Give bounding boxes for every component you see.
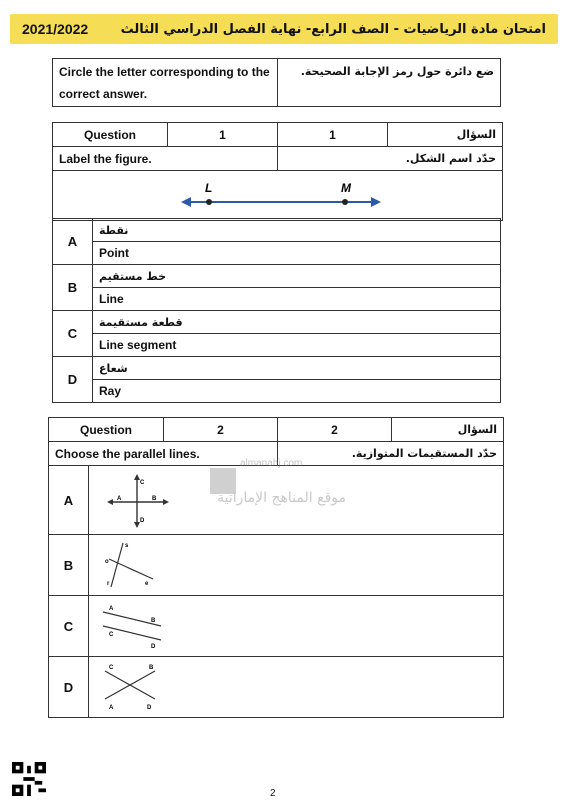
q1-option-c-ar: قطعة مستقيمة [93, 311, 501, 334]
instructions-box [52, 58, 501, 107]
q2c-point-a: A [109, 606, 114, 612]
parallel-lines-figure [89, 596, 179, 656]
watermark-site: almanahj.com [240, 458, 303, 469]
point-l-dot [206, 199, 212, 205]
q1-option-b-letter[interactable]: B [53, 265, 93, 311]
qr-code-icon [12, 762, 46, 796]
exam-title: امتحان مادة الرياضيات - الصف الرابع- نهاية الفصل الدراسي الثالث [120, 21, 546, 37]
right-arrowhead [371, 197, 381, 207]
point-m-label: M [341, 180, 351, 195]
q1-option-d-en: Ray [93, 380, 501, 403]
q1-option-c-en: Line segment [93, 334, 501, 357]
q1-option-c-letter[interactable]: C [53, 311, 93, 357]
q2-option-c-letter[interactable]: C [49, 596, 89, 657]
q2-option-a-letter[interactable]: A [49, 466, 89, 535]
instructions-en: Circle the letter corresponding to the correct answer. [53, 59, 278, 107]
q1-number-right: 1 [278, 123, 388, 147]
q2-option-b-letter[interactable]: B [49, 535, 89, 596]
q2-option-b-figure [89, 535, 504, 596]
q2-option-c-figure [89, 596, 504, 657]
q2d-point-c: C [109, 665, 114, 671]
q2-option-d-figure [89, 657, 504, 718]
q2-number-left: 2 [164, 418, 278, 442]
q1-prompt-en: Label the figure. [53, 147, 278, 171]
q2b-point-o: o [105, 559, 109, 565]
q1-option-b-en: Line [93, 288, 501, 311]
q2-option-a-figure [89, 466, 504, 535]
q2a-point-a: A [117, 496, 122, 502]
q1-options [52, 218, 501, 403]
question-1-table [52, 122, 503, 221]
q2b-point-r: r [107, 581, 110, 587]
line-figure [59, 172, 496, 220]
q2d-point-d: D [147, 705, 152, 711]
q2-option-d-letter[interactable]: D [49, 657, 89, 718]
q2-prompt-en: Choose the parallel lines. [49, 442, 278, 466]
q2c-point-c: C [109, 632, 114, 638]
q2d-point-a: A [109, 705, 114, 711]
crossing-lines-figure [89, 657, 179, 717]
q1-option-d-ar: شعاع [93, 357, 501, 380]
q2-options [48, 465, 504, 718]
q2-label-en: Question [49, 418, 164, 442]
q2c-point-b: B [151, 618, 156, 624]
q1-option-d-letter[interactable]: D [53, 357, 93, 403]
q1-prompt-ar: حدّد اسم الشكل. [278, 147, 503, 171]
point-m-dot [342, 199, 348, 205]
point-l-label: L [205, 180, 213, 195]
exam-header [10, 14, 558, 44]
page-number: 2 [270, 788, 276, 799]
q2a-point-d: D [140, 518, 145, 524]
perpendicular-lines-figure [89, 466, 179, 534]
q2b-point-e: e [145, 581, 149, 587]
exam-year: 2021/2022 [22, 21, 89, 37]
q2d-point-b: B [149, 665, 154, 671]
q2b-point-s: s [125, 543, 129, 549]
question-2-table [48, 417, 504, 466]
watermark-ar: موقع المناهج الإماراتية [217, 490, 346, 506]
q2a-point-c: C [140, 480, 145, 486]
left-arrowhead [181, 197, 191, 207]
q1-number-left: 1 [168, 123, 278, 147]
q2-prompt-ar: حدّد المستقيمات المتوازية. [278, 442, 504, 466]
q1-label-ar: السؤال [388, 123, 503, 147]
q2a-point-b: B [152, 496, 157, 502]
intersecting-lines-figure [89, 535, 179, 595]
q2-label-ar: السؤال [392, 418, 504, 442]
q1-label-en: Question [53, 123, 168, 147]
q1-option-a-letter[interactable]: A [53, 219, 93, 265]
q1-option-a-en: Point [93, 242, 501, 265]
q1-option-a-ar: نقطة [93, 219, 501, 242]
instructions-ar: ضع دائرة حول رمز الإجابة الصحيحة. [278, 59, 501, 107]
q2c-point-d: D [151, 644, 156, 650]
q1-figure-cell [53, 171, 503, 221]
q2-number-right: 2 [278, 418, 392, 442]
q1-option-b-ar: خط مستقيم [93, 265, 501, 288]
